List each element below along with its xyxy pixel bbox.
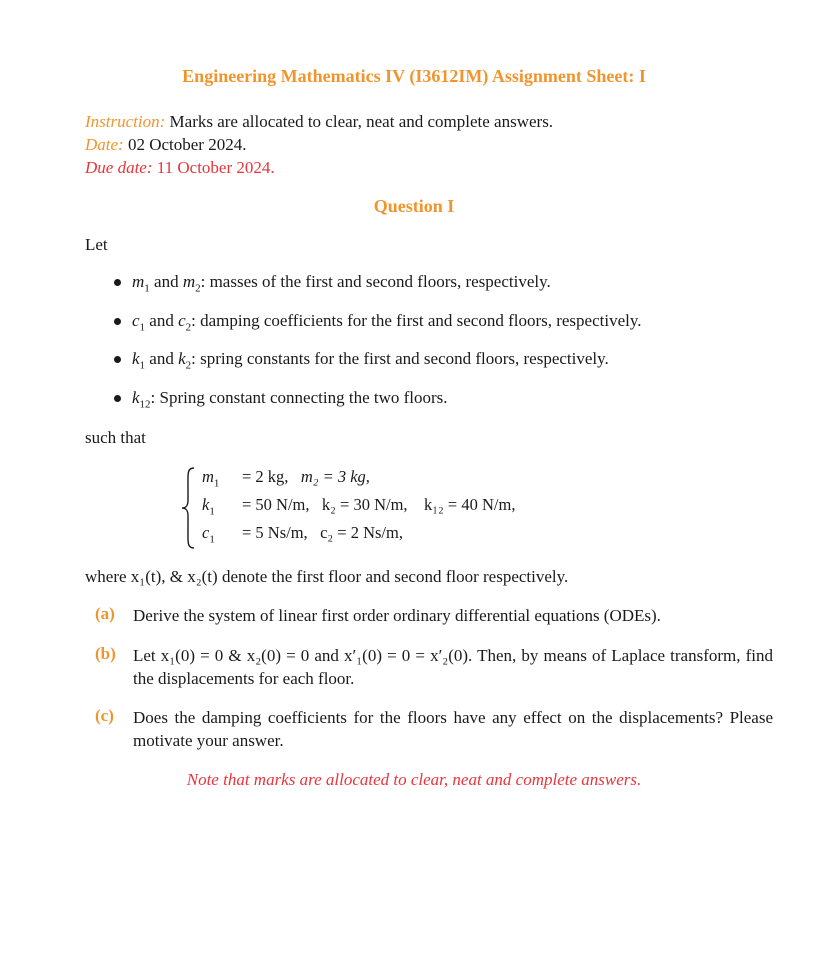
bullet-icon (114, 356, 121, 363)
equation-row-damping: $c_1 = 5$ Ns/m, c₂ = 2 Ns/m, (202, 523, 403, 546)
equation-row-spring: $k_1 = 50$ N/m, k₂ = 30 N/m, k₁₂ = 40 N/m, (202, 495, 516, 518)
list-item: $k_{12}$: Spring constant connecting the two floors. (112, 388, 792, 427)
footer-note: Note that marks are allocated to clear, neat and complete answers. (186, 770, 642, 789)
due-date-text: 11 October 2024. (156, 158, 275, 177)
due-date-line (85, 158, 275, 178)
document-title: Engineering Mathematics IV (I3612IM) Assignment Sheet: I (182, 66, 646, 86)
bullet-icon (114, 279, 121, 286)
instruction-text: Marks are allocated to clear, neat and complete answers. (169, 112, 554, 131)
due-date-label: Due date: (85, 158, 153, 177)
list-item: $m_1$ and $m_2$: masses of the first and second floors, respectively. (112, 272, 792, 311)
where-text: where x₁(t), & x₂(t) denote the first floor and second floor respectively. (85, 567, 569, 586)
question-heading: Question I (373, 196, 455, 216)
such-that-text: such that (85, 428, 146, 447)
equation-row-mass: $m_1 = 2$ kg, m₂ = 3 kg, (202, 467, 370, 490)
item-text: Let x₁(0) = 0 & x₂(0) = 0 and x′₁(0) = 0 = x′₂(0). Then, by means of Laplace transform, find the displacements for each floor. (133, 646, 773, 688)
item-text: Does the damping coefficients for the floors have any effect on the displacements? Please motivate your answer. (133, 708, 773, 750)
item-label: (a) (95, 604, 115, 623)
instruction-label: Instruction: (85, 112, 166, 131)
item-text: Derive the system of linear first order ordinary differential equations (ODEs). (133, 606, 661, 625)
definition-list (112, 272, 792, 426)
bullet-icon (114, 395, 121, 402)
list-item: $c_1$ and $c_2$: damping coefficients for the first and second floors, respectively. (112, 311, 792, 350)
bullet-icon (114, 318, 121, 325)
instruction-line (85, 112, 553, 132)
list-item: $k_1$ and $k_2$: spring constants for the first and second floors, respectively. (112, 349, 792, 388)
item-label: (c) (95, 706, 114, 725)
let-text: Let (85, 235, 108, 254)
item-label: (b) (95, 644, 116, 663)
date-label: Date: (85, 135, 124, 154)
parameter-system (180, 466, 640, 550)
date-line (85, 135, 246, 155)
left-brace-icon (180, 466, 198, 550)
date-text: 02 October 2024. (127, 135, 247, 154)
